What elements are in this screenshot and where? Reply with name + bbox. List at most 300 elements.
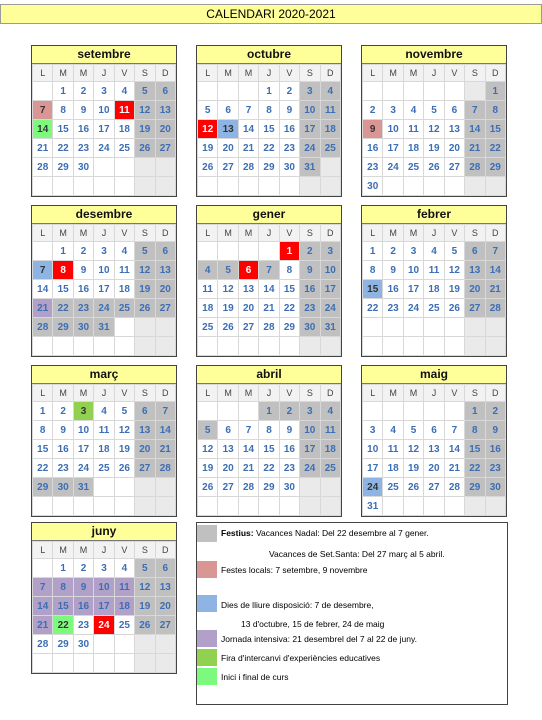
empty-cell xyxy=(279,177,299,196)
day-cell: 15 xyxy=(53,597,73,616)
weekday-header: M xyxy=(73,385,93,402)
day-cell: 5 xyxy=(424,101,444,120)
empty-cell xyxy=(279,337,299,356)
weekday-header: S xyxy=(135,65,155,82)
month-desembre xyxy=(31,205,177,357)
day-cell: 4 xyxy=(114,559,134,578)
day-cell: 1 xyxy=(53,82,73,101)
weekday-header: V xyxy=(114,542,134,559)
day-cell: 9 xyxy=(73,261,93,280)
month-grid xyxy=(362,384,506,516)
weekday-header: L xyxy=(198,225,218,242)
day-cell: 10 xyxy=(320,261,340,280)
day-cell: 22 xyxy=(465,459,485,478)
day-cell: 18 xyxy=(403,139,423,158)
day-cell: 17 xyxy=(300,440,320,459)
day-cell: 7 xyxy=(238,421,258,440)
day-cell: 27 xyxy=(155,139,175,158)
legend-lliure-1: Dies de lliure disposició: 7 de desembre, xyxy=(221,600,374,610)
day-cell: 18 xyxy=(320,440,340,459)
empty-cell xyxy=(218,242,238,261)
day-cell: 9 xyxy=(279,101,299,120)
empty-cell xyxy=(424,337,444,356)
day-cell: 6 xyxy=(218,421,238,440)
weekday-header: M xyxy=(383,385,403,402)
legend-festius-2: Vacances de Set.Santa: Del 27 març al 5 abril. xyxy=(269,549,445,559)
empty-cell xyxy=(218,337,238,356)
month-name: octubre xyxy=(197,46,341,64)
empty-cell xyxy=(33,559,53,578)
day-cell: 14 xyxy=(33,280,53,299)
day-cell: 30 xyxy=(53,478,73,497)
empty-cell xyxy=(465,337,485,356)
day-cell: 23 xyxy=(300,299,320,318)
day-cell: 3 xyxy=(320,242,340,261)
day-cell: 16 xyxy=(73,280,93,299)
empty-cell xyxy=(279,497,299,516)
day-cell: 17 xyxy=(300,120,320,139)
day-cell: 5 xyxy=(135,559,155,578)
day-cell: 12 xyxy=(403,440,423,459)
day-cell: 15 xyxy=(259,440,279,459)
weekday-header: J xyxy=(94,385,114,402)
empty-cell xyxy=(114,635,134,654)
day-cell: 15 xyxy=(485,120,505,139)
empty-cell xyxy=(53,654,73,673)
day-cell: 28 xyxy=(465,158,485,177)
day-cell: 15 xyxy=(33,440,53,459)
day-cell: 14 xyxy=(33,120,53,139)
month-grid xyxy=(32,541,176,673)
weekday-header: D xyxy=(155,65,175,82)
day-cell: 28 xyxy=(155,459,175,478)
day-cell: 20 xyxy=(155,120,175,139)
day-cell: 3 xyxy=(73,402,93,421)
weekday-header: D xyxy=(485,65,505,82)
day-cell: 26 xyxy=(444,299,464,318)
month-grid xyxy=(362,224,506,356)
empty-cell xyxy=(53,497,73,516)
day-cell: 16 xyxy=(73,597,93,616)
day-cell: 27 xyxy=(218,478,238,497)
day-cell: 20 xyxy=(218,459,238,478)
day-cell: 24 xyxy=(94,299,114,318)
weekday-header: S xyxy=(300,65,320,82)
empty-cell xyxy=(465,497,485,516)
empty-cell xyxy=(444,337,464,356)
day-cell: 21 xyxy=(444,459,464,478)
weekday-header: V xyxy=(114,65,134,82)
day-cell: 13 xyxy=(218,120,238,139)
weekday-header: L xyxy=(33,542,53,559)
day-cell: 7 xyxy=(155,402,175,421)
day-cell: 1 xyxy=(279,242,299,261)
weekday-header: V xyxy=(444,65,464,82)
day-cell: 21 xyxy=(155,440,175,459)
day-cell: 10 xyxy=(300,101,320,120)
weekday-header: D xyxy=(320,385,340,402)
day-cell: 31 xyxy=(94,318,114,337)
empty-cell xyxy=(114,177,134,196)
weekday-header: V xyxy=(279,65,299,82)
weekday-header: V xyxy=(114,225,134,242)
day-cell: 8 xyxy=(53,261,73,280)
empty-cell xyxy=(198,337,218,356)
day-cell: 31 xyxy=(363,497,383,516)
empty-cell xyxy=(33,337,53,356)
day-cell: 10 xyxy=(363,440,383,459)
day-cell: 8 xyxy=(279,261,299,280)
empty-cell xyxy=(485,318,505,337)
month-octubre xyxy=(196,45,342,197)
day-cell: 3 xyxy=(94,242,114,261)
day-cell: 4 xyxy=(320,402,340,421)
day-cell: 27 xyxy=(135,459,155,478)
weekday-header: L xyxy=(198,385,218,402)
empty-cell xyxy=(403,402,423,421)
day-cell: 9 xyxy=(73,101,93,120)
day-cell: 26 xyxy=(424,158,444,177)
day-cell: 13 xyxy=(155,101,175,120)
day-cell: 15 xyxy=(53,120,73,139)
day-cell: 11 xyxy=(424,261,444,280)
day-cell: 5 xyxy=(444,242,464,261)
empty-cell xyxy=(465,318,485,337)
day-cell: 23 xyxy=(279,459,299,478)
day-cell: 2 xyxy=(363,101,383,120)
weekday-header: L xyxy=(363,385,383,402)
empty-cell xyxy=(94,337,114,356)
empty-cell xyxy=(155,478,175,497)
day-cell: 10 xyxy=(94,101,114,120)
weekday-header: L xyxy=(363,65,383,82)
weekday-header: D xyxy=(155,542,175,559)
weekday-header: M xyxy=(73,542,93,559)
day-cell: 25 xyxy=(114,616,134,635)
day-cell: 20 xyxy=(155,597,175,616)
day-cell: 6 xyxy=(155,242,175,261)
day-cell: 7 xyxy=(33,261,53,280)
day-cell: 12 xyxy=(114,421,134,440)
day-cell: 17 xyxy=(403,280,423,299)
day-cell: 18 xyxy=(383,459,403,478)
weekday-header: L xyxy=(363,225,383,242)
day-cell: 17 xyxy=(363,459,383,478)
month-grid xyxy=(32,224,176,356)
empty-cell xyxy=(73,337,93,356)
empty-cell xyxy=(238,242,258,261)
day-cell: 1 xyxy=(363,242,383,261)
day-cell: 3 xyxy=(403,242,423,261)
day-cell: 30 xyxy=(73,635,93,654)
day-cell: 25 xyxy=(114,139,134,158)
day-cell: 20 xyxy=(135,440,155,459)
day-cell: 30 xyxy=(485,478,505,497)
empty-cell xyxy=(363,337,383,356)
day-cell: 16 xyxy=(279,120,299,139)
empty-cell xyxy=(114,497,134,516)
empty-cell xyxy=(94,497,114,516)
day-cell: 16 xyxy=(383,280,403,299)
weekday-header: S xyxy=(135,542,155,559)
empty-cell xyxy=(238,402,258,421)
weekday-header: S xyxy=(135,225,155,242)
day-cell: 22 xyxy=(33,459,53,478)
day-cell: 17 xyxy=(94,280,114,299)
weekday-header: S xyxy=(300,385,320,402)
day-cell: 14 xyxy=(259,280,279,299)
day-cell: 29 xyxy=(53,158,73,177)
day-cell: 26 xyxy=(403,478,423,497)
day-cell: 30 xyxy=(73,158,93,177)
empty-cell xyxy=(300,497,320,516)
month-name: juny xyxy=(32,523,176,541)
empty-cell xyxy=(383,337,403,356)
month-name: maig xyxy=(362,366,506,384)
empty-cell xyxy=(320,478,340,497)
day-cell: 6 xyxy=(155,559,175,578)
day-cell: 19 xyxy=(403,459,423,478)
day-cell: 11 xyxy=(114,578,134,597)
month-name: febrer xyxy=(362,206,506,224)
legend-lliure-2: 13 d'octubre, 15 de febrer, 24 de maig xyxy=(241,619,385,629)
day-cell: 23 xyxy=(383,299,403,318)
day-cell: 21 xyxy=(465,139,485,158)
day-cell: 9 xyxy=(363,120,383,139)
empty-cell xyxy=(114,318,134,337)
empty-cell xyxy=(73,497,93,516)
day-cell: 12 xyxy=(135,578,155,597)
day-cell: 17 xyxy=(73,440,93,459)
day-cell: 4 xyxy=(94,402,114,421)
weekday-header: M xyxy=(218,65,238,82)
day-cell: 11 xyxy=(320,421,340,440)
empty-cell xyxy=(363,318,383,337)
empty-cell xyxy=(320,337,340,356)
day-cell: 11 xyxy=(198,280,218,299)
empty-cell xyxy=(238,337,258,356)
weekday-header: D xyxy=(485,385,505,402)
day-cell: 11 xyxy=(320,101,340,120)
weekday-header: D xyxy=(485,225,505,242)
empty-cell xyxy=(320,177,340,196)
day-cell: 15 xyxy=(465,440,485,459)
day-cell: 27 xyxy=(155,299,175,318)
day-cell: 22 xyxy=(53,139,73,158)
legend-inici: Inici i final de curs xyxy=(221,672,289,682)
day-cell: 1 xyxy=(33,402,53,421)
weekday-header: M xyxy=(403,385,423,402)
day-cell: 2 xyxy=(73,242,93,261)
day-cell: 2 xyxy=(383,242,403,261)
weekday-header: M xyxy=(238,65,258,82)
day-cell: 1 xyxy=(259,402,279,421)
empty-cell xyxy=(94,478,114,497)
day-cell: 19 xyxy=(424,139,444,158)
weekday-header: D xyxy=(320,225,340,242)
empty-cell xyxy=(135,497,155,516)
day-cell: 30 xyxy=(300,318,320,337)
day-cell: 2 xyxy=(279,82,299,101)
day-cell: 28 xyxy=(444,478,464,497)
day-cell: 13 xyxy=(218,440,238,459)
day-cell: 24 xyxy=(94,139,114,158)
day-cell: 29 xyxy=(259,478,279,497)
legend-swatch-festes-locals xyxy=(197,561,217,578)
day-cell: 25 xyxy=(424,299,444,318)
day-cell: 19 xyxy=(198,459,218,478)
empty-cell xyxy=(198,242,218,261)
day-cell: 8 xyxy=(363,261,383,280)
empty-cell xyxy=(94,177,114,196)
month-juny xyxy=(31,522,177,674)
day-cell: 25 xyxy=(383,478,403,497)
empty-cell xyxy=(155,158,175,177)
day-cell: 3 xyxy=(363,421,383,440)
empty-cell xyxy=(259,242,279,261)
empty-cell xyxy=(114,337,134,356)
day-cell: 22 xyxy=(485,139,505,158)
empty-cell xyxy=(485,497,505,516)
day-cell: 18 xyxy=(114,120,134,139)
day-cell: 16 xyxy=(279,440,299,459)
day-cell: 16 xyxy=(363,139,383,158)
day-cell: 6 xyxy=(155,82,175,101)
day-cell: 22 xyxy=(259,139,279,158)
day-cell: 8 xyxy=(259,101,279,120)
weekday-header: L xyxy=(33,65,53,82)
day-cell: 16 xyxy=(53,440,73,459)
empty-cell xyxy=(383,402,403,421)
day-cell: 23 xyxy=(279,139,299,158)
empty-cell xyxy=(155,635,175,654)
day-cell: 4 xyxy=(424,242,444,261)
empty-cell xyxy=(403,177,423,196)
empty-cell xyxy=(444,402,464,421)
weekday-header: J xyxy=(424,65,444,82)
day-cell: 23 xyxy=(363,158,383,177)
day-cell: 14 xyxy=(33,597,53,616)
empty-cell xyxy=(94,158,114,177)
empty-cell xyxy=(198,402,218,421)
day-cell: 9 xyxy=(300,261,320,280)
day-cell: 3 xyxy=(300,402,320,421)
day-cell: 6 xyxy=(424,421,444,440)
weekday-header: M xyxy=(73,225,93,242)
empty-cell xyxy=(363,402,383,421)
day-cell: 8 xyxy=(485,101,505,120)
day-cell: 2 xyxy=(73,82,93,101)
empty-cell xyxy=(363,82,383,101)
day-cell: 24 xyxy=(383,158,403,177)
day-cell: 14 xyxy=(238,440,258,459)
day-cell: 3 xyxy=(94,559,114,578)
month-maig xyxy=(361,365,507,517)
weekday-header: L xyxy=(198,65,218,82)
day-cell: 2 xyxy=(53,402,73,421)
day-cell: 6 xyxy=(238,261,258,280)
day-cell: 13 xyxy=(444,120,464,139)
empty-cell xyxy=(218,82,238,101)
day-cell: 23 xyxy=(73,299,93,318)
empty-cell xyxy=(300,177,320,196)
month-name: març xyxy=(32,366,176,384)
weekday-header: S xyxy=(465,385,485,402)
day-cell: 25 xyxy=(403,158,423,177)
empty-cell xyxy=(218,402,238,421)
empty-cell xyxy=(444,177,464,196)
day-cell: 8 xyxy=(53,101,73,120)
day-cell: 21 xyxy=(33,299,53,318)
empty-cell xyxy=(465,177,485,196)
day-cell: 24 xyxy=(73,459,93,478)
day-cell: 26 xyxy=(218,318,238,337)
weekday-header: V xyxy=(444,385,464,402)
day-cell: 19 xyxy=(444,280,464,299)
empty-cell xyxy=(94,654,114,673)
month-novembre xyxy=(361,45,507,197)
weekday-header: M xyxy=(53,225,73,242)
day-cell: 5 xyxy=(218,261,238,280)
day-cell: 17 xyxy=(383,139,403,158)
empty-cell xyxy=(135,318,155,337)
weekday-header: J xyxy=(424,385,444,402)
day-cell: 20 xyxy=(238,299,258,318)
day-cell: 9 xyxy=(279,421,299,440)
legend-jornada: Jornada intensiva: 21 desembrel del 7 al 22 de juny. xyxy=(221,634,417,644)
month-setembre xyxy=(31,45,177,197)
empty-cell xyxy=(218,497,238,516)
legend-swatch-fira xyxy=(197,649,217,666)
weekday-header: M xyxy=(73,65,93,82)
day-cell: 29 xyxy=(279,318,299,337)
day-cell: 24 xyxy=(94,616,114,635)
empty-cell xyxy=(135,177,155,196)
empty-cell xyxy=(135,158,155,177)
day-cell: 21 xyxy=(33,139,53,158)
day-cell: 7 xyxy=(444,421,464,440)
empty-cell xyxy=(33,654,53,673)
day-cell: 18 xyxy=(114,597,134,616)
day-cell: 12 xyxy=(218,280,238,299)
day-cell: 25 xyxy=(320,459,340,478)
empty-cell xyxy=(383,177,403,196)
day-cell: 16 xyxy=(300,280,320,299)
day-cell: 7 xyxy=(485,242,505,261)
empty-cell xyxy=(383,497,403,516)
day-cell: 24 xyxy=(300,139,320,158)
empty-cell xyxy=(259,337,279,356)
day-cell: 11 xyxy=(114,101,134,120)
day-cell: 27 xyxy=(238,318,258,337)
weekday-header: V xyxy=(279,225,299,242)
weekday-header: M xyxy=(383,65,403,82)
day-cell: 11 xyxy=(114,261,134,280)
day-cell: 21 xyxy=(33,616,53,635)
day-cell: 3 xyxy=(94,82,114,101)
month-name: desembre xyxy=(32,206,176,224)
month-name: gener xyxy=(197,206,341,224)
empty-cell xyxy=(424,497,444,516)
weekday-header: S xyxy=(465,65,485,82)
day-cell: 28 xyxy=(33,635,53,654)
day-cell: 12 xyxy=(135,101,155,120)
day-cell: 29 xyxy=(259,158,279,177)
day-cell: 24 xyxy=(403,299,423,318)
weekday-header: M xyxy=(403,225,423,242)
day-cell: 21 xyxy=(238,139,258,158)
day-cell: 17 xyxy=(320,280,340,299)
